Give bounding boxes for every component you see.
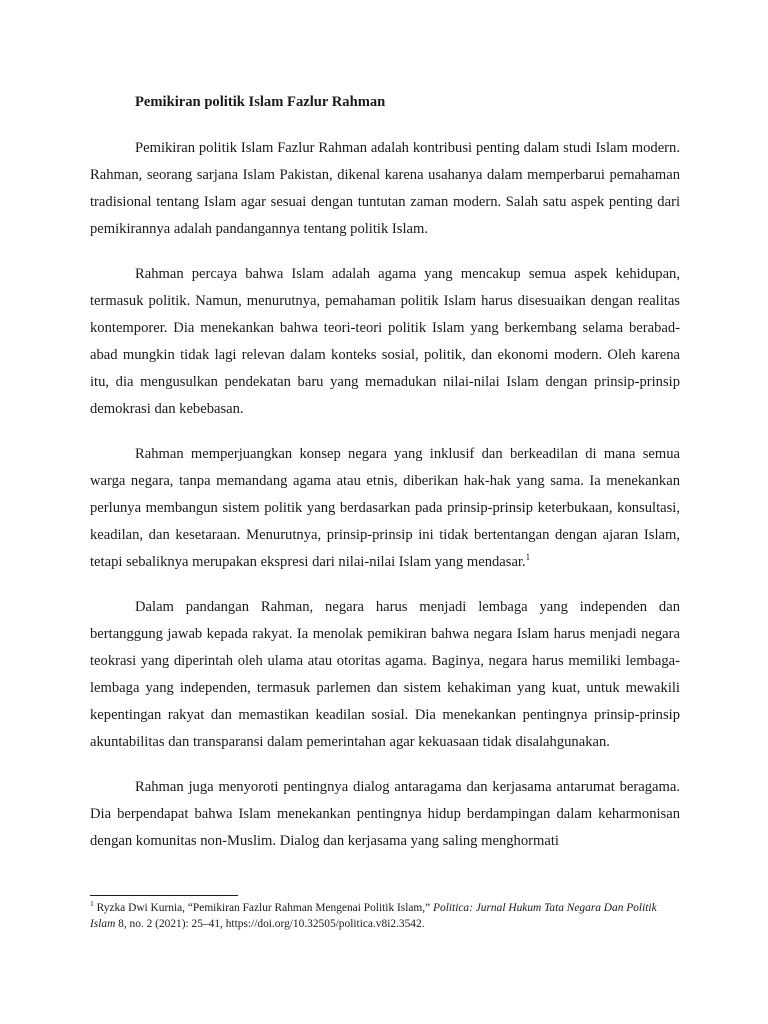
paragraph-5: Rahman juga menyoroti pentingnya dialog antaragama dan kerjasama antarumat beragama. Dia berpendapat bahwa Islam menekankan pentingnya hidup berdampingan dalam keharmonisan dengan komunitas non-Muslim. Dialog dan kerjasama yang saling menghormati — [90, 779, 680, 849]
section-title: Pemikiran politik Islam Fazlur Rahman — [135, 94, 386, 110]
paragraph-1: Pemikiran politik Islam Fazlur Rahman adalah kontribusi penting dalam studi Islam modern. Rahman, seorang sarjana Islam Pakistan, dikenal karena usahanya dalam memperbarui pemahaman tradisional tentang Islam agar sesuai dengan tuntutan zaman modern. Salah satu aspek penting dari pemikirannya adalah pandangannya tentang politik Islam. — [90, 140, 680, 237]
paragraph-2: Rahman percaya bahwa Islam adalah agama yang mencakup semua aspek kehidupan, termasuk politik. Namun, menurutnya, pemahaman politik Islam harus disesuaikan dengan realitas kontemporer. Dia menekankan bahwa teori-teori politik Islam yang berkembang selama berabad-abad mungkin tidak lagi relevan dalam konteks sosial, politik, dan ekonomi modern. Oleh karena itu, dia mengusulkan pendekatan baru yang memadukan nilai-nilai Islam dengan prinsip-prinsip demokrasi dan kebebasan. — [90, 266, 680, 417]
paragraph-4: Dalam pandangan Rahman, negara harus menjadi lembaga yang independen dan bertanggung jawab kepada rakyat. Ia menolak pemikiran bahwa negara Islam harus menjadi negara teokrasi yang diperintah oleh ulama atau otoritas agama. Baginya, negara harus memiliki lembaga-lembaga yang independen, termasuk parlemen dan sistem kehakiman yang kuat, untuk mewakili kepentingan rakyat dan memastikan keadilan sosial. Dia menekankan pentingnya prinsip-prinsip akuntabilitas dan transparansi dalam pemerintahan agar kekuasaan tidak disalahgunakan. — [90, 599, 680, 750]
footnote-reference[interactable]: 1 — [525, 552, 531, 563]
footnote-citation-tail[interactable]: 8, no. 2 (2021): 25–41, https://doi.org/10.32505/politica.v8i2.3542. — [115, 918, 425, 930]
footnote — [90, 900, 680, 932]
paragraph-3 — [90, 441, 680, 576]
footnote-separator — [90, 895, 238, 896]
footnote-journal-title: Politica: Jurnal Hukum Tata Negara Dan Politik Islam — [90, 902, 657, 930]
footnote-number: 1 — [90, 899, 94, 909]
footnote-citation: Ryzka Dwi Kurnia, “Pemikiran Fazlur Rahman Mengenai Politik Islam,” — [93, 902, 434, 914]
paragraph-3-text: Rahman memperjuangkan konsep negara yang inklusif dan berkeadilan di mana semua warga negara, tanpa memandang agama atau etnis, diberikan hak-hak yang sama. Ia menekankan perlunya membangun sistem politik yang berdasarkan pada prinsip-prinsip keterbukaan, konsultasi, keadilan, dan kesetaraan. Menurutnya, prinsip-prinsip ini tidak bertentangan dengan ajaran Islam, tetapi sebaliknya merupakan ekspresi dari nilai-nilai Islam yang mendasar. — [90, 446, 680, 570]
